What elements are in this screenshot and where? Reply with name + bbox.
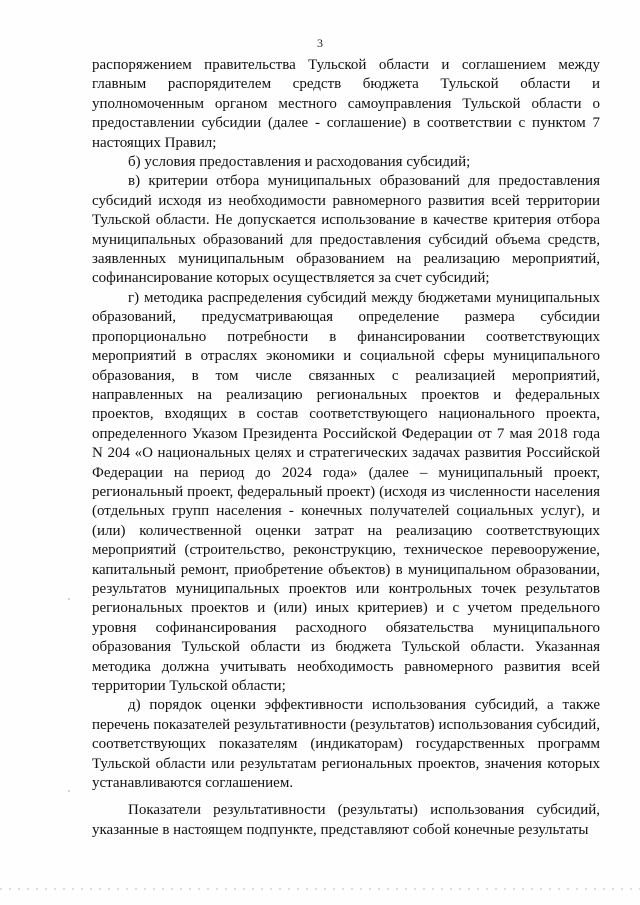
paragraph-item-g: г) методика распределения субсидий между бюджетами муниципальных образований, предусматривающая определение размера субсидии пропорционально потребности в финансировании соответствующих мероприятий в отраслях экономики и социальной сферы муниципального образования, в том числе связанных с реализацией мероприятий, направленных на реализацию региональных проектов и федеральных проектов, входящих в состав соответствующего национального проекта, определенного Указом Президента Российской Федерации от 7 мая 2018 года N 204 «О национальных целях и стратегических задачах развития Российской Федерации на период до 2024 года» (далее – муниципальный проект, региональный проект, федеральный проект) (исходя из численности населения (отдельных групп населения - конечных получателей социальных услуг), и (или) количественной оценки затрат на реализацию соответствующих мероприятий (строительство, реконструкцию, техническое перевооружение, капитальный ремонт, приобретение объектов) в муниципальном образовании, результатов муниципальных проектов или контрольных точек результатов региональных проектов и (или) иных критериев) и с учетом предельного уровня софинансирования расходного обязательства муниципального образования Тульской области из бюджета Тульской области. Указанная методика должна учитывать необходимость равномерного развития всей территории Тульской области; [92, 289, 600, 694]
page-number: 3 [317, 36, 323, 50]
paragraph-indicators: Показатели результативности (результаты) использования субсидий, указанные в настоящем подпункте, представляют собой конечные результаты [92, 802, 600, 838]
paragraph-item-v: в) критерии отбора муниципальных образований для предоставления субсидий исходя из необходимости равномерного развития всей территории Тульской области. Не допускается использование в качестве критерия отбора муниципальных образований для предоставления субсидий объема средств, заявленных муниципальным образованием на реализацию мероприятий, софинансирование которых осуществляется за счет субсидий; [92, 173, 600, 287]
paragraph-item-b: б) условия предоставления и расходования субсидий; [128, 154, 471, 171]
document-body [92, 56, 600, 840]
scan-speck [68, 598, 70, 600]
scan-speck [68, 790, 70, 792]
scan-border-dots [0, 888, 640, 890]
paragraph-item-d: д) порядок оценки эффективности использования субсидий, а также перечень показателей результативности (результатов) использования субсидий, соответствующих показателям (индикаторам) государственных программ Тульской области или результатам региональных проектов, значения которых устанавливаются соглашением. [92, 697, 600, 792]
paragraph-spacer [92, 793, 600, 801]
paragraph-continuation: распоряжением правительства Тульской области и соглашением между главным распорядителем средств бюджета Тульской области и уполномоченным органом местного самоуправления Тульской области о предоставлении субсидии (далее - соглашение) в соответствии с пунктом 7 настоящих Правил; [92, 57, 600, 151]
